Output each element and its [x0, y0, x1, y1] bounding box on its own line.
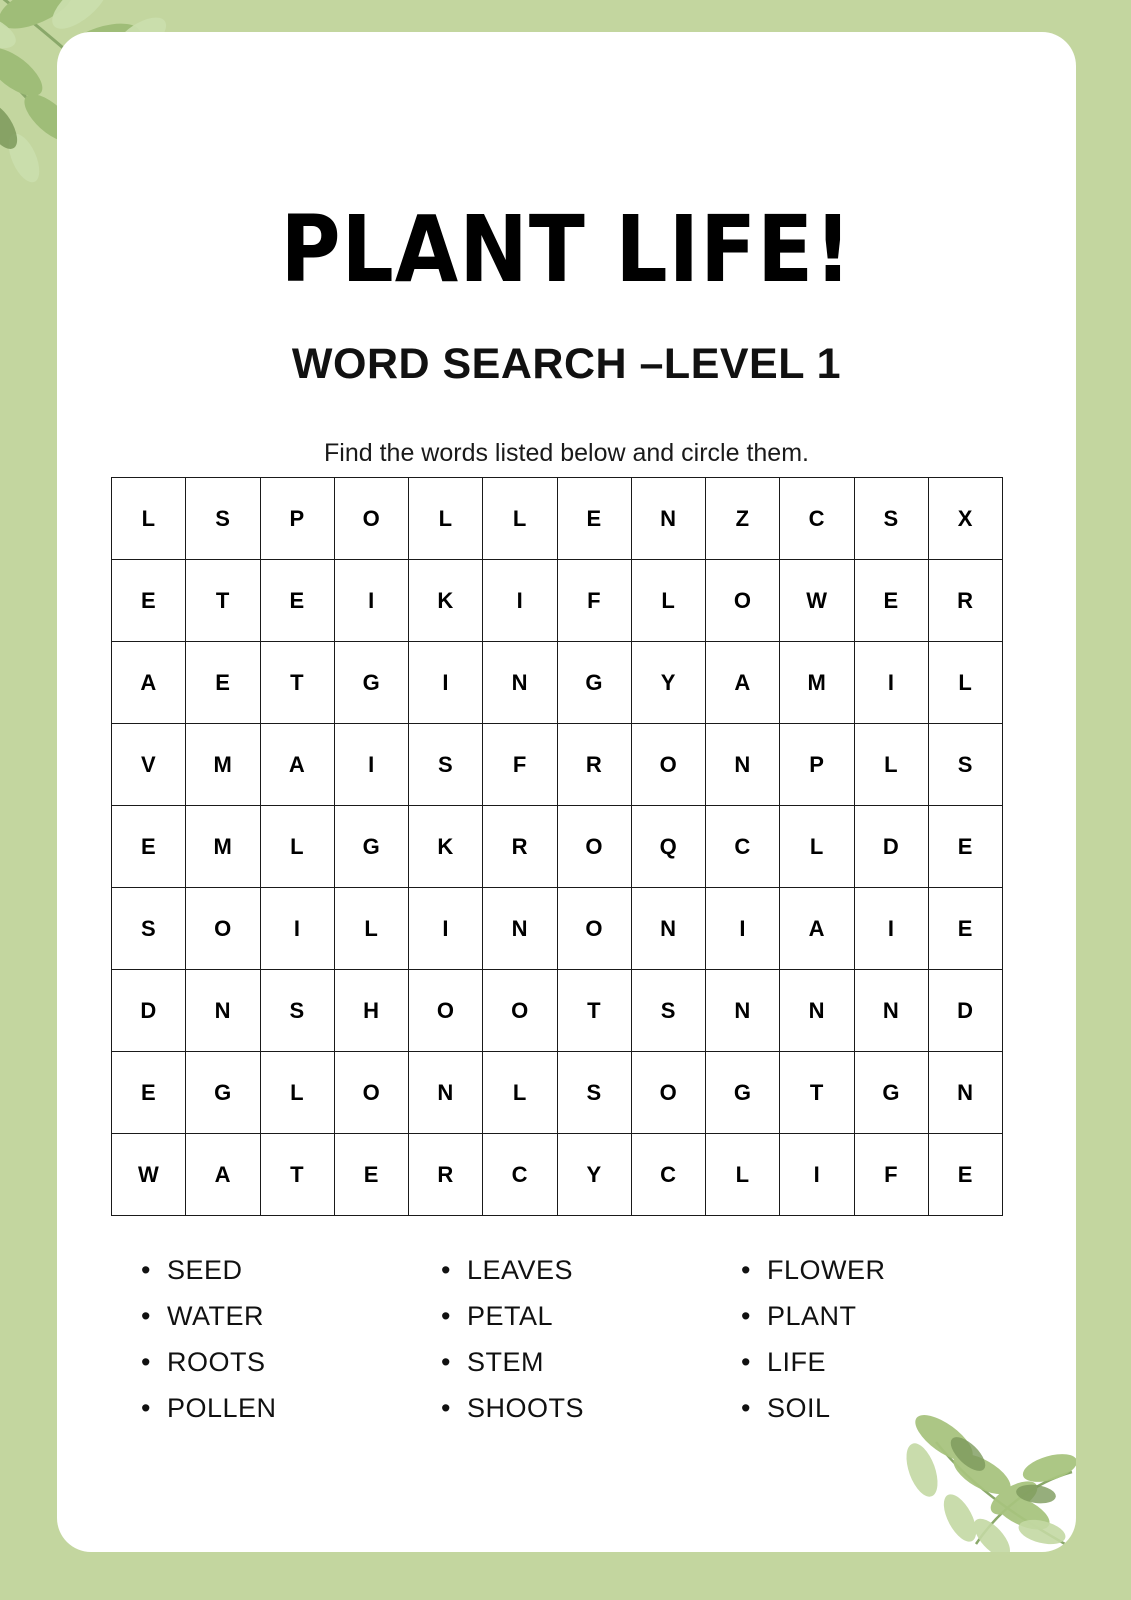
grid-cell[interactable]: C [483, 1134, 557, 1216]
table-row [112, 888, 1003, 970]
table-row [112, 1134, 1003, 1216]
page-title: PLANT LIFE! [280, 196, 853, 304]
grid-cell[interactable]: R [409, 1134, 483, 1216]
grid-cell[interactable]: I [409, 642, 483, 724]
grid-cell[interactable]: N [928, 1052, 1002, 1134]
grid-cell[interactable]: I [409, 888, 483, 970]
grid-cell[interactable]: O [334, 1052, 408, 1134]
grid-cell[interactable]: A [260, 724, 334, 806]
grid-cell[interactable]: I [260, 888, 334, 970]
grid-cell[interactable]: T [260, 1134, 334, 1216]
grid-cell[interactable]: O [409, 970, 483, 1052]
grid-cell[interactable]: I [780, 1134, 854, 1216]
grid-cell[interactable]: E [112, 806, 186, 888]
grid-cell[interactable]: S [631, 970, 705, 1052]
grid-cell[interactable]: S [112, 888, 186, 970]
grid-cell[interactable]: C [631, 1134, 705, 1216]
grid-cell[interactable]: A [112, 642, 186, 724]
table-row [112, 560, 1003, 642]
grid-cell[interactable]: P [260, 478, 334, 560]
word-list-column-3 [727, 1247, 1027, 1431]
word-search-grid[interactable] [111, 477, 1003, 1216]
grid-cell[interactable]: M [186, 724, 260, 806]
table-row [112, 1052, 1003, 1134]
list-item[interactable]: • PLANT [727, 1293, 1027, 1339]
grid-cell[interactable]: L [112, 478, 186, 560]
grid-cell[interactable]: I [483, 560, 557, 642]
list-item[interactable]: • FLOWER [727, 1247, 1027, 1293]
grid-cell[interactable]: A [186, 1134, 260, 1216]
grid-cell[interactable]: Z [706, 478, 780, 560]
instructions-text: Find the words listed below and circle them. [324, 439, 809, 467]
grid-cell[interactable]: O [483, 970, 557, 1052]
grid-cell[interactable]: O [631, 1052, 705, 1134]
page-subtitle: WORD SEARCH –LEVEL 1 [291, 339, 842, 388]
grid-cell[interactable]: P [780, 724, 854, 806]
grid-cell[interactable]: L [631, 560, 705, 642]
table-row [112, 724, 1003, 806]
grid-cell[interactable]: H [334, 970, 408, 1052]
grid-cell[interactable]: G [854, 1052, 928, 1134]
grid-cell[interactable]: O [334, 478, 408, 560]
grid-cell[interactable]: L [928, 642, 1002, 724]
word-list-column-1 [127, 1247, 427, 1431]
grid-cell[interactable]: N [631, 478, 705, 560]
grid-cell[interactable]: T [186, 560, 260, 642]
list-item[interactable]: • LIFE [727, 1339, 1027, 1385]
grid-cell[interactable]: N [706, 970, 780, 1052]
word-list-column-2 [427, 1247, 727, 1431]
worksheet-card [57, 32, 1076, 1552]
grid-cell[interactable]: M [780, 642, 854, 724]
grid-cell[interactable]: I [334, 560, 408, 642]
grid-cell[interactable]: W [112, 1134, 186, 1216]
grid-cell[interactable]: A [780, 888, 854, 970]
grid-cell[interactable]: Y [631, 642, 705, 724]
grid-cell[interactable]: N [631, 888, 705, 970]
grid-cell[interactable]: E [112, 1052, 186, 1134]
grid-cell[interactable]: I [334, 724, 408, 806]
grid-cell[interactable]: E [112, 560, 186, 642]
grid-cell[interactable]: O [186, 888, 260, 970]
grid-cell[interactable]: S [854, 478, 928, 560]
list-item[interactable]: • WATER [127, 1293, 427, 1339]
table-row [112, 806, 1003, 888]
grid-cell[interactable]: N [780, 970, 854, 1052]
grid-cell[interactable]: S [260, 970, 334, 1052]
grid-cell[interactable]: O [631, 724, 705, 806]
list-item[interactable]: • ROOTS [127, 1339, 427, 1385]
grid-cell[interactable]: L [706, 1134, 780, 1216]
grid-cell[interactable]: O [557, 806, 631, 888]
grid-cell[interactable]: E [334, 1134, 408, 1216]
grid-cell[interactable]: E [260, 560, 334, 642]
table-row [112, 970, 1003, 1052]
table-row [112, 478, 1003, 560]
grid-cell[interactable]: L [334, 888, 408, 970]
grid-cell[interactable]: T [557, 970, 631, 1052]
grid-cell[interactable]: V [112, 724, 186, 806]
grid-cell[interactable]: G [334, 642, 408, 724]
list-item[interactable]: • SHOOTS [427, 1385, 727, 1431]
grid-cell[interactable]: K [409, 560, 483, 642]
grid-cell[interactable]: G [334, 806, 408, 888]
grid-cell[interactable]: C [780, 478, 854, 560]
grid-cell[interactable]: T [780, 1052, 854, 1134]
grid-cell[interactable]: I [854, 888, 928, 970]
grid-cell[interactable]: R [928, 560, 1002, 642]
grid-cell[interactable]: E [854, 560, 928, 642]
table-row [112, 642, 1003, 724]
grid-cell[interactable]: F [557, 560, 631, 642]
grid-cell[interactable]: A [706, 642, 780, 724]
grid-cell[interactable]: G [706, 1052, 780, 1134]
word-list [127, 1247, 1027, 1431]
grid-cell[interactable]: S [928, 724, 1002, 806]
grid-cell[interactable]: K [409, 806, 483, 888]
grid-cell[interactable]: E [928, 888, 1002, 970]
grid-cell[interactable]: L [854, 724, 928, 806]
grid-cell[interactable]: C [706, 806, 780, 888]
grid-cell[interactable]: L [780, 806, 854, 888]
grid-cell[interactable]: O [557, 888, 631, 970]
grid-cell[interactable]: E [928, 806, 1002, 888]
list-item[interactable]: • SOIL [727, 1385, 1027, 1431]
grid-cell[interactable]: N [706, 724, 780, 806]
grid-cell[interactable]: S [557, 1052, 631, 1134]
grid-cell[interactable]: N [409, 1052, 483, 1134]
grid-cell[interactable]: Y [557, 1134, 631, 1216]
grid-cell[interactable]: S [409, 724, 483, 806]
grid-cell[interactable]: T [260, 642, 334, 724]
grid-cell[interactable]: F [483, 724, 557, 806]
grid-cell[interactable]: S [186, 478, 260, 560]
grid-cell[interactable]: G [557, 642, 631, 724]
grid-cell[interactable]: I [854, 642, 928, 724]
grid-cell[interactable]: L [483, 478, 557, 560]
grid-cell[interactable]: N [854, 970, 928, 1052]
grid-cell[interactable]: D [854, 806, 928, 888]
grid-cell[interactable]: X [928, 478, 1002, 560]
grid-cell[interactable]: N [483, 642, 557, 724]
grid-cell[interactable]: Q [631, 806, 705, 888]
grid-cell[interactable]: I [706, 888, 780, 970]
grid-cell[interactable]: O [706, 560, 780, 642]
grid-cell[interactable]: N [483, 888, 557, 970]
grid-cell[interactable]: L [260, 1052, 334, 1134]
list-item[interactable]: • STEM [427, 1339, 727, 1385]
grid-cell[interactable]: W [780, 560, 854, 642]
grid-cell[interactable]: R [483, 806, 557, 888]
grid-cell[interactable]: R [557, 724, 631, 806]
list-item[interactable]: • PETAL [427, 1293, 727, 1339]
grid-cell[interactable]: E [186, 642, 260, 724]
grid-cell[interactable]: G [186, 1052, 260, 1134]
grid-cell[interactable]: L [483, 1052, 557, 1134]
list-item[interactable]: • POLLEN [127, 1385, 427, 1431]
grid-cell[interactable]: M [186, 806, 260, 888]
list-item[interactable]: • SEED [127, 1247, 427, 1293]
grid-cell[interactable]: E [928, 1134, 1002, 1216]
grid-cell[interactable]: L [260, 806, 334, 888]
list-item[interactable]: • LEAVES [427, 1247, 727, 1293]
grid-cell[interactable]: D [112, 970, 186, 1052]
grid-cell[interactable]: E [557, 478, 631, 560]
grid-cell[interactable]: N [186, 970, 260, 1052]
grid-cell[interactable]: D [928, 970, 1002, 1052]
grid-cell[interactable]: L [409, 478, 483, 560]
grid-cell[interactable]: F [854, 1134, 928, 1216]
word-search-table[interactable] [111, 477, 1003, 1216]
